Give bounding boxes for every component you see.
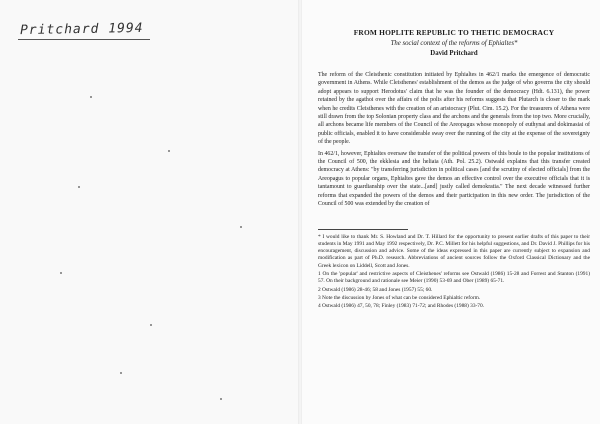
body-paragraph-1: The reform of the Cleisthenic constitution initiated by Ephialtes in 462/1 marks the emergence of democratic government in Athens. While Cleisthenes' establishment of the demos as the judge of who governs the city should adopt appears to support Herodotus' claim that he was the founder of the democracy (Hdt. 6.131), the power retained by the agathoi over the affairs of the polis after his reforms suggests that Plutarch is closer to the mark when he credits Cleisthenes with the creation of an aristocracy (Plut. Cim. 15.2). For the treasurers of Athena were still drawn from the top Solonian property class and the archons and the generals from the top two. More crucially, all archons became life members of the Council of the Areopagus whose monopoly of euthynai and dokimasiai of public officials, enabled it to have considerable sway over the running of the city at the expense of the sovereignty of the people. [318,72,590,146]
article-title: FROM HOPLITE REPUBLIC TO THETIC DEMOCRACY [353,28,555,37]
article-author: David Pritchard [430,50,478,57]
footnote-rule [318,229,408,230]
footnote-2: 2 Ostwald (1986) 28-46; 58 and Jones (1957) 55; 60. [318,286,433,293]
footnote-3: 3 Note the discussion by Jones of what can be considered Ephialtic reform. [318,294,481,301]
footnote-4: 4 Ostwald (1986) 47, 50, 78; Finley (1983) 71-72; and Rhodes (1988) 33-70. [318,303,485,310]
article-page [318,22,590,311]
book-gutter [298,0,302,424]
article-subtitle: The social context of the reforms of Ephialtes* [390,40,518,47]
scan-speck [220,398,222,400]
scan-speck [120,372,122,374]
scan-speck [150,324,152,326]
footnote-star: * I would like to thank Mr. S. Howland and Dr. T. Hillard for the opportunity to present earlier drafts of this paper to their students in May 1991 and May 1992 respectively, Dr. P.C. Millett for his helpful suggestions, and Dr. David J. Phillips for his encouragement, discussion and advice. Some of the ideas expressed in this paper are currently subject to expansion and modification as part of Ph.D. research. Abbreviations of ancient sources follow the Oxford Classical Dictionary and the Greek lexicon on Liddell, Scott and Jones. [318,233,590,269]
scan-speck [168,150,170,152]
annotation-underline [18,39,150,40]
scan-speck [90,96,92,98]
handwritten-annotation: Pritchard 1994 [19,20,144,39]
scan-speck [60,272,62,274]
body-paragraph-2: In 462/1, however, Ephialtes oversaw the transfer of the political powers of this boule to the popular institutions of the Council of 500, the ekklesia and the heliaia (Ath. Pol. 25.2). Ostwald explains that this transfer created democracy at Athens: "by transferring jurisdiction in political cases [and the scrutiny of elected officials] from the Areopagus to popular organs, Ephialtes gave the demos an effective control over the executive officials that it is tantamount to guardianship over the state...[and] justly called demokratia." The next decade witnessed further reforms that expanded the powers of the demos and their participation in this new order. The jurisdiction of the Council of 500 was extended by the creation of [318,150,590,208]
scan-speck [78,186,80,188]
footnote-1: 1 On the 'popular' and restrictive aspects of Cleisthenes' reforms see Ostwald (1986) 15-28 and Forrest and Stanton (1991) 57. On their background and rationale see Meier (1990) 53-69 and Ober (1989) 65-71. [318,270,590,285]
scan-speck [240,226,242,228]
